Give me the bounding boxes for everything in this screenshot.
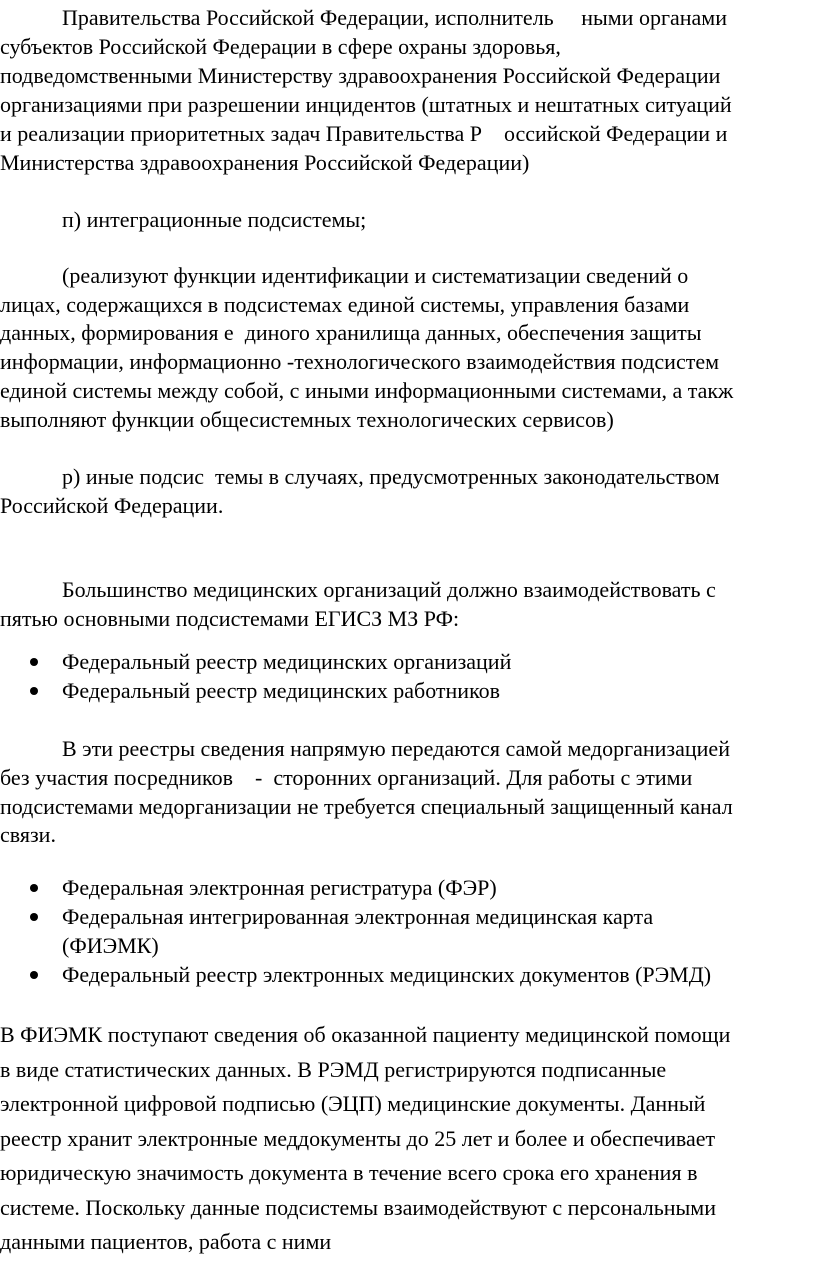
text-line: без участия посредников - сторонних организаций. Для работы с этими [0,765,693,790]
bullet-icon [30,658,38,666]
text-line: (реализуют функции идентификации и систематизации сведений о [62,263,689,288]
text-line: реестр хранит электронные меддокументы до 25 лет и более и обеспечивает [0,1126,716,1151]
text-line: и реализации приоритетных задач Правительства Р оссийской Федерации и [0,121,728,146]
text-line: подсистемами медорганизации не требуется специальный защищенный канал [0,794,733,819]
text-line: данных, формирования е диного хранилища данных, обеспечения защиты [0,320,702,345]
list-item-integration-subsystems: п) интеграционные подсистемы; [62,207,367,232]
text-line: организациями при разрешении инцидентов (штатных и нештатных ситуаций [0,92,732,117]
bullet-text: Федеральная интегрированная электронная медицинская карта [62,904,654,929]
text-line: единой системы между собой, с иными информационными системами, а такж [0,378,734,403]
text-line: субъектов Российской Федерации в сфере охраны здоровья, [0,34,561,59]
bullet-icon [30,971,38,979]
text-line: системе. Поскольку данные подсистемы взаимодействуют с персональными [0,1195,716,1220]
bullet-icon [30,687,38,695]
text-line: юридическую значимость документа в течение всего срока его хранения в [0,1160,698,1185]
bullet-text: Федеральный реестр медицинских работников [62,678,501,703]
bullet-text: (ФИЭМК) [62,933,159,958]
text-line: Министерства здравоохранения Российской Федерации) [0,150,530,175]
text-line: данными пациентов, работа с ними [0,1229,332,1254]
text-line: Большинство медицинских организаций должно взаимодействовать с [62,577,716,602]
text-line: информации, информационно -технологического взаимодействия подсистем [0,349,720,374]
bullet-text: Федеральный реестр медицинских организаций [62,649,512,674]
bullet-icon [30,884,38,892]
text-line: Российской Федерации. [0,493,224,518]
bullet-text: Федеральный реестр электронных медицинских документов (РЭМД) [62,962,712,987]
text-line: подведомственными Министерству здравоохранения Российской Федерации [0,63,721,88]
text-line: р) иные подсис темы в случаях, предусмотренных законодательством [62,464,720,489]
text-line: В ФИЭМК поступают сведения об оказанной пациенту медицинской помощи [0,1022,731,1047]
text-line: лицах, содержащихся в подсистемах единой системы, управления базами [0,292,690,317]
bullet-text: Федеральная электронная регистратура (ФЭР) [62,875,497,900]
text-line: В эти реестры сведения напрямую передаются самой медорганизацией [62,736,730,761]
text-line: пятью основными подсистемами ЕГИСЗ МЗ РФ: [0,606,460,631]
text-line: Правительства Российской Федерации, исполнитель ными органами [62,5,727,30]
text-line: связи. [0,822,56,847]
text-line: выполняют функции общесистемных технологических сервисов) [0,407,614,432]
text-line: электронной цифровой подписью (ЭЦП) медицинские документы. Данный [0,1091,706,1116]
text-line: в виде статистических данных. В РЭМД регистрируются подписанные [0,1057,667,1082]
bullet-icon [30,913,38,921]
